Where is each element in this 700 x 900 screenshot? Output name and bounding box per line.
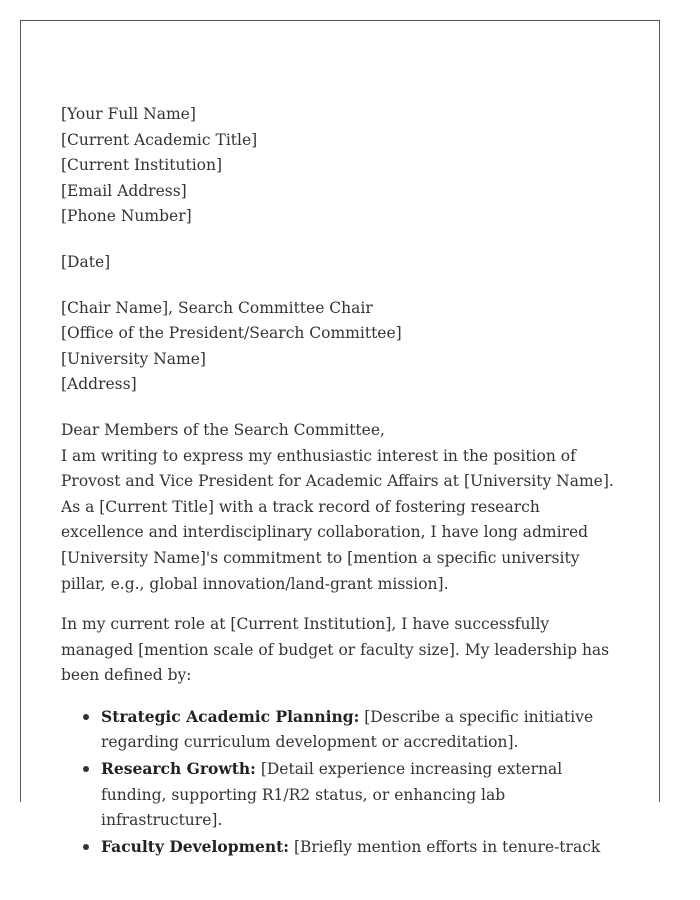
bullet-dot-icon [83, 766, 89, 772]
bullet-label: Faculty Development: [101, 836, 290, 856]
paragraph-current-role: In my current role at [Current Institution], I have successfully managed [mention scale of budget or faculty size]. My leadership has been defined by: [61, 615, 610, 685]
salutation: Dear Members of the Search Committee, [61, 420, 385, 439]
paragraph-intro: I am writing to express my enthusiastic interest in the position of Provost and Vice President for Academic Affairs at [University Name]. As a [Current Title] with a track record of fostering research excellence and interdisciplinary collaboration, I have long admired [University Name]'s commitment to [mention a specific university pillar, e.g., global innovation/land-grant mission]. [61, 446, 614, 593]
recipient-line-4: [Address] [61, 375, 137, 394]
recipient-line-3: [University Name] [61, 349, 206, 368]
letter-body [61, 102, 621, 860]
bullet-text: [Detail experience increasing external funding, supporting R1/R2 status, or enhancing lab infrastructure]. [101, 760, 563, 830]
list-item [101, 834, 621, 861]
sender-email: [Email Address] [61, 181, 187, 200]
sender-phone: [Phone Number] [61, 207, 192, 226]
list-item [101, 756, 621, 834]
sender-institution: [Current Institution] [61, 156, 223, 175]
bullet-text: [Describe a specific initiative regarding curriculum development or accreditation]. [101, 707, 594, 752]
sender-title: [Current Academic Title] [61, 130, 258, 149]
list-item [101, 704, 621, 756]
letter-page [20, 20, 660, 856]
recipient-line-2: [Office of the President/Search Committee] [61, 324, 402, 343]
bullet-label: Strategic Academic Planning: [101, 706, 360, 726]
bullet-text: [Briefly mention efforts in tenure-track [289, 837, 601, 856]
letter-date: [Date] [61, 252, 111, 271]
sender-name: [Your Full Name] [61, 105, 196, 123]
leadership-list [61, 704, 621, 861]
recipient-block [61, 296, 621, 398]
recipient-line-1: [Chair Name], Search Committee Chair [61, 298, 373, 317]
sender-block [61, 102, 621, 230]
bullet-dot-icon [83, 714, 89, 720]
bullet-label: Research Growth: [101, 759, 256, 779]
bullet-dot-icon [83, 844, 89, 850]
